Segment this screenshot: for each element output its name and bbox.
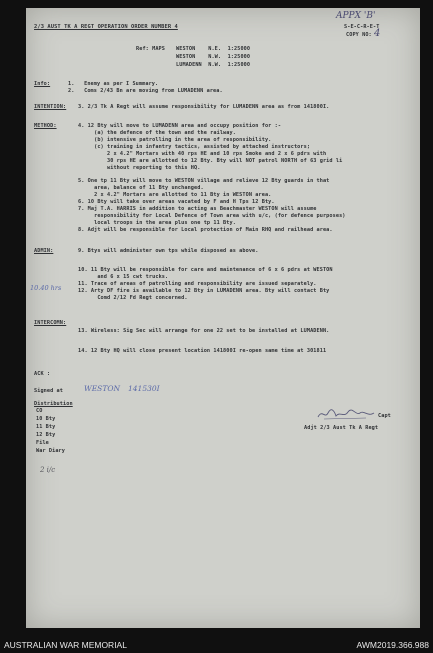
intention-line-1: 3. 2/3 Tk A Regt will assume responsibility for LUMADENN area as from 141800I. — [78, 104, 330, 110]
distribution-item: 10 Bty — [36, 416, 56, 422]
info-line-2: 2. Coms 2/43 Bn are moving from LUMADENN area. — [68, 88, 223, 94]
map-ref-2: WESTON N.W. 1:25000 — [176, 54, 251, 60]
admin-line-6: Comd 2/12 Fd Regt concerned. — [78, 295, 188, 301]
margin-note: 10.40 hrs — [30, 284, 62, 292]
signed-time: 141530I — [128, 384, 160, 393]
distribution-item: CO — [36, 408, 43, 414]
distribution-label: Distribution — [34, 401, 73, 407]
method-line-2: (a) the defence of the town and the railway. — [78, 130, 236, 136]
appendix-mark: APPX 'B' — [336, 11, 376, 21]
signed-label: Signed at — [34, 388, 64, 394]
footer-institution: AUSTRALIAN WAR MEMORIAL — [4, 640, 127, 650]
distribution-item: 11 Bty — [36, 424, 56, 430]
map-ref-3: LUMADENN N.W. 1:25000 — [176, 62, 251, 68]
document-page — [26, 8, 420, 628]
ack-label: ACK : — [34, 371, 51, 377]
distribution-item: 12 Bty — [36, 432, 56, 438]
method-line-8: 5. One tp 11 Bty will move to WESTON village and relieve 12 Bty guards in that — [78, 178, 330, 184]
intercomn-line-3: 14. 12 Bty HQ will close present location 141800I re-open same time at 301811 — [78, 348, 327, 354]
signed-place: WESTON — [84, 384, 121, 393]
admin-line-1: 9. Btys will administer own tps while disposed as above. — [78, 248, 259, 254]
heading-admin: ADMIN: — [34, 248, 54, 254]
admin-line-4: 11. Trace of areas of patrolling and responsibility are issued separately. — [78, 281, 317, 287]
security-classification: S-E-C-R-E-T — [344, 24, 380, 30]
heading-info: Info: — [34, 81, 51, 87]
heading-intention: INTENTION: — [34, 104, 67, 110]
info-line-1: 1. Enemy as per I Summary. — [68, 81, 159, 87]
method-line-13: responsibility for Local Defence of Town area with u/c, (for defence purposes) — [78, 213, 346, 219]
method-line-3: (b) intensive patrolling in the area of responsibility. — [78, 137, 272, 143]
distribution-item: File — [36, 440, 49, 446]
method-line-4: (c) training in infantry tactics, assisted by attached instructors; — [78, 144, 311, 150]
method-line-9: area, balance of 11 Bty unchanged. — [78, 185, 204, 191]
distribution-item: War Diary — [36, 448, 66, 454]
method-line-5: 2 x 4.2" Mortars with 40 rps HE and 10 rps Smoke and 2 x 6 pdrs with — [78, 151, 327, 157]
method-line-14: local troops in the area plus one tp 11 Bty. — [78, 220, 236, 226]
admin-line-3: and 6 x 15 cwt trucks. — [78, 274, 169, 280]
signatory-title: Adjt 2/3 Aust Tk A Regt — [304, 425, 379, 431]
method-line-11: 6. 10 Bty will take over areas vacated by F and H Tps 12 Bty. — [78, 199, 275, 205]
map-ref-1: WESTON N.E. 1:25000 — [176, 46, 251, 52]
signatory-rank: Capt — [378, 413, 391, 419]
method-line-10: 2 x 4.2" Mortars are allotted to 11 Bty in WESTON area. — [78, 192, 272, 198]
method-line-15: 8. Adjt will be responsible for Local protection of Main RHQ and railhead area. — [78, 227, 333, 233]
copy-no-label: COPY NO: — [346, 32, 372, 38]
method-line-1: 4. 12 Bty will move to LUMADENN area and occupy position for :- — [78, 123, 282, 129]
admin-line-5: 12. Arty DF fire is available to 12 Bty in LUMADENN area. Bty will contact Bty — [78, 288, 330, 294]
method-line-12: 7. Maj T.A. HARRIS in addition to acting as Beachmaster WESTON will assume — [78, 206, 317, 212]
maps-label: Ref: MAPS — [136, 46, 166, 52]
admin-line-2: 10. 11 Bty will be responsible for care and maintenance of 6 x 6 pdrs at WESTON — [78, 267, 333, 273]
footer-accession: AWM2019.366.988 — [356, 640, 429, 650]
handwritten-signature-icon — [316, 407, 376, 421]
copy-note: 2 i/c — [40, 466, 56, 474]
method-line-7: without reporting to this HQ. — [78, 165, 201, 171]
method-line-6: 30 rps HE are allotted to 12 Bty. Bty will NOT patrol NORTH of 63 grid li — [78, 158, 343, 164]
heading-intercomn: INTERCOMN: — [34, 320, 67, 326]
intercomn-line-1: 13. Wireless: Sig Sec will arrange for one 22 set to be installed at LUMADENN. — [78, 328, 330, 334]
copy-no-value: 4 — [374, 28, 381, 39]
heading-method: METHOD: — [34, 123, 57, 129]
document-title: 2/3 AUST TK A REGT OPERATION ORDER NUMBER 4 — [34, 24, 178, 30]
